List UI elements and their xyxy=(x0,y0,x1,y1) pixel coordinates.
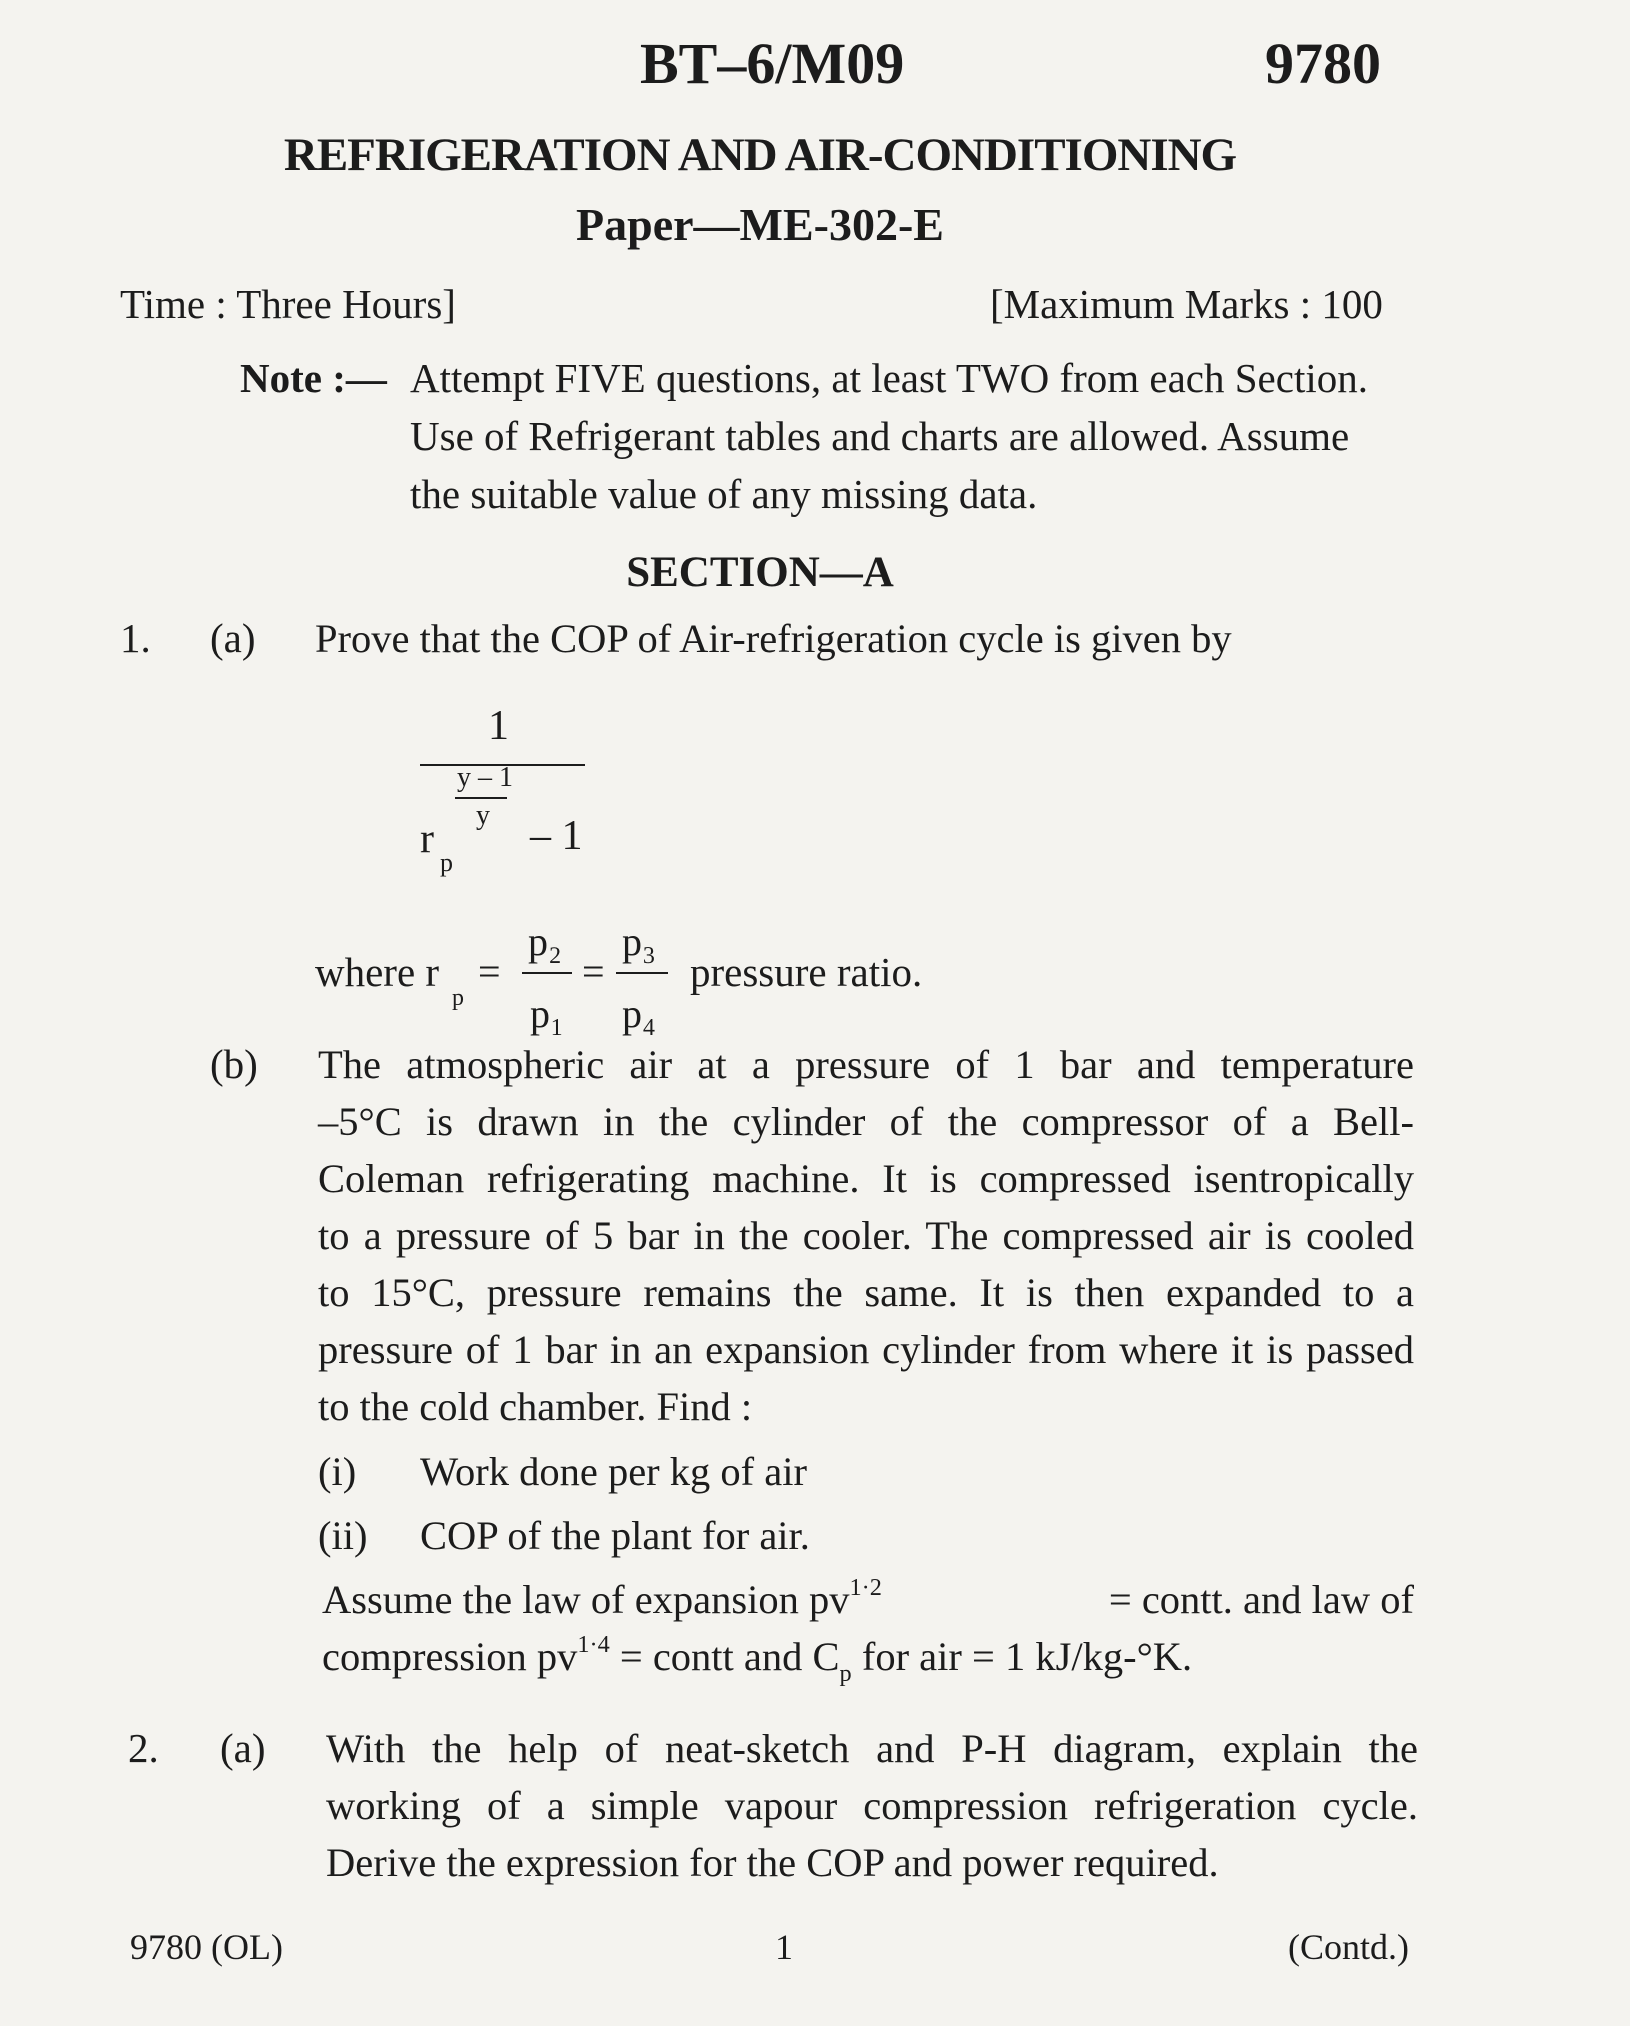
time-allowed: Time : Three Hours] xyxy=(120,281,456,327)
formula-minus-one: – 1 xyxy=(530,813,583,859)
q1-b-line-7: to the cold chamber. Find : xyxy=(318,1384,753,1429)
sub-item-i-label: (i) xyxy=(318,1449,357,1494)
question-number-1: 1. xyxy=(120,615,151,661)
q1-b-line-4: to a pressure of 5 bar in the cooler. The compressed air is cooled xyxy=(318,1213,1414,1258)
formula-exponent-numerator: y – 1 xyxy=(457,762,513,793)
q1-part-a-text: Prove that the COP of Air-refrigeration cycle is given by xyxy=(315,616,1232,661)
formula-exponent-bar xyxy=(455,797,507,799)
sub-item-i-text: Work done per kg of air xyxy=(420,1449,807,1494)
footer-code: 9780 (OL) xyxy=(130,1927,283,1967)
formula-numerator: 1 xyxy=(488,703,509,749)
sub-item-ii-label: (ii) xyxy=(318,1513,368,1558)
assumption-line-1 xyxy=(322,1571,1414,1628)
q1-part-a-label: (a) xyxy=(210,615,256,661)
ratio-bar-2 xyxy=(616,972,668,974)
formula-base-subscript: p xyxy=(440,848,453,877)
paper-subtitle: Paper—ME-302-E xyxy=(576,199,944,250)
note-line-2: Use of Refrigerant tables and charts are allowed. Assume xyxy=(410,413,1350,459)
question-number-2: 2. xyxy=(128,1725,159,1771)
q2-a-line-2: working of a simple vapour compression refrigeration cycle. xyxy=(326,1783,1418,1828)
formula-base: r xyxy=(420,816,434,862)
note-label: Note :— xyxy=(240,355,387,401)
q2-a-line-3: Derive the expression for the COP and power required. xyxy=(326,1840,1219,1885)
q1-part-b-label: (b) xyxy=(210,1041,258,1087)
where-subscript: p xyxy=(452,985,464,1011)
assumption-line-2: compression $pv^{1\cdot 4}$ = contt and $C_p$ for air = 1 kJ/kg-°K. xyxy=(322,1630,1193,1687)
formula-exponent-denominator: y xyxy=(476,800,490,831)
ratio-bar-1 xyxy=(522,972,572,974)
note-line-1: Attempt FIVE questions, at least TWO from each Section. xyxy=(410,355,1368,401)
q1-b-line-6: pressure of 1 bar in an expansion cylinder from where it is passed xyxy=(318,1327,1414,1372)
equals-sign-1: = xyxy=(478,949,501,994)
sub-item-ii-text: COP of the plant for air. xyxy=(420,1513,810,1558)
ratio-p4: p₄ xyxy=(622,991,656,1036)
ratio-p2: p₂ xyxy=(528,919,562,964)
q1-b-line-5: to 15°C, pressure remains the same. It is then expanded to a xyxy=(318,1270,1414,1315)
q2-a-line-1: With the help of neat-sketch and P-H diagram, explain the xyxy=(326,1726,1418,1771)
paper-code: BT–6/M09 xyxy=(640,31,905,96)
assumption-1-start: Assume the law of expansion $pv^{1\cdot 2}$ xyxy=(322,1573,882,1622)
exam-title: REFRIGERATION AND AIR-CONDITIONING xyxy=(283,129,1237,181)
maximum-marks: [Maximum Marks : 100 xyxy=(990,281,1383,327)
continued-label: (Contd.) xyxy=(1288,1927,1409,1967)
q2-part-a-label: (a) xyxy=(220,1725,266,1771)
ratio-p1: p₁ xyxy=(530,991,564,1036)
section-heading: SECTION—A xyxy=(626,549,894,596)
paper-number: 9780 xyxy=(1265,31,1381,96)
equals-sign-2: = xyxy=(582,949,605,994)
assumption-1-end: = contt. and law of xyxy=(1108,1577,1414,1622)
q1-b-line-2: –5°C is drawn in the cylinder of the compressor of a Bell- xyxy=(318,1099,1414,1144)
ratio-p3: p₃ xyxy=(622,919,656,964)
q1-b-line-1: The atmospheric air at a pressure of 1 bar and temperature xyxy=(318,1042,1414,1087)
page-number: 1 xyxy=(775,1927,793,1967)
note-line-3: the suitable value of any missing data. xyxy=(410,471,1038,517)
where-label: where r xyxy=(315,949,440,995)
q1-b-line-3: Coleman refrigerating machine. It is compressed isentropically xyxy=(318,1156,1414,1201)
pressure-ratio-text: pressure ratio. xyxy=(690,949,923,995)
